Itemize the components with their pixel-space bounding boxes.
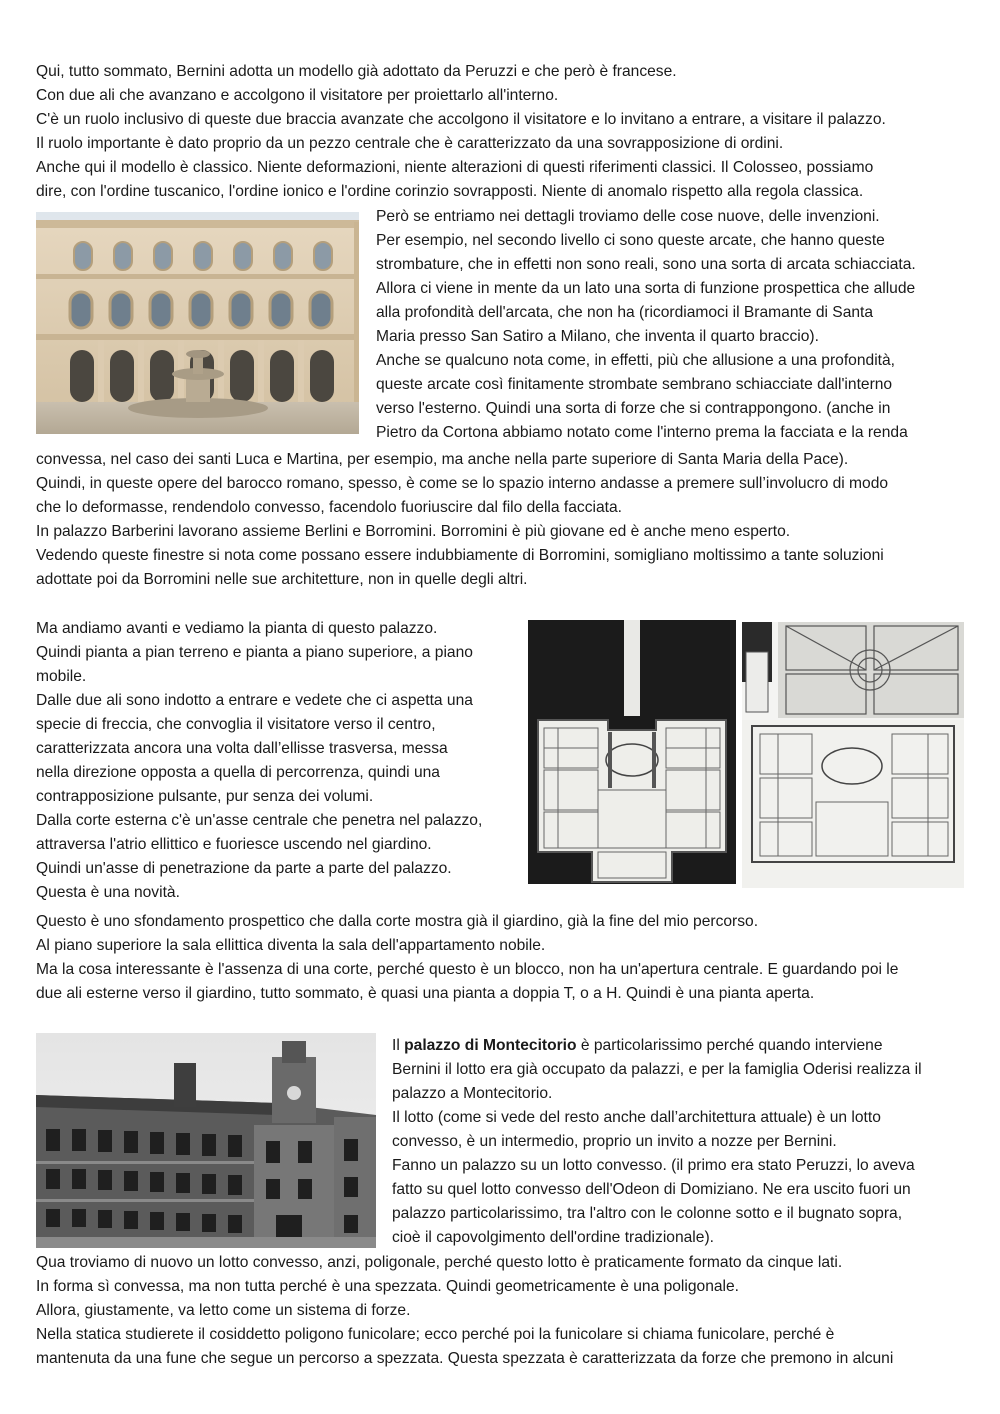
text-line: Qui, tutto sommato, Bernini adotta un modello già adottato da Peruzzi e che però è francese. [36,63,677,80]
text-line: Bernini il lotto era già occupato da palazzi, e per la famiglia Oderisi realizza il [392,1061,922,1078]
text-line: verso l'esterno. Quindi una sorta di forze che si contrappongono. (anche in [376,400,891,417]
text-line: Dalle due ali sono indotto a entrare e vedete che ci aspetta una [36,692,473,709]
text-line: Maria presso San Satiro a Milano, che inventa il quarto braccio). [376,328,819,345]
text-line: Anche se qualcuno nota come, in effetti, più che allusione a una profondità, [376,352,895,369]
text-line: cioè il capovolgimento dell'ordine tradizionale). [392,1229,714,1246]
text-line: Il lotto (come si vede del resto anche dall’architettura attuale) è un lotto [392,1109,881,1126]
text-line: Allora ci viene in mente da un lato una sorta di funzione prospettica che allude [376,280,916,297]
text-line: Al piano superiore la sala ellittica diventa la sala dell'appartamento nobile. [36,937,546,954]
text-line: strombature, che in effetti non sono reali, sono una sorta di arcata schiacciata. [376,256,916,273]
text-line: due ali esterne verso il giardino, tutto sommato, è quasi una pianta a doppia T, o a H. Quindi è una pianta aperta. [36,985,815,1002]
text-line: Con due ali che avanzano e accolgono il visitatore per proiettarlo all'interno. [36,87,559,104]
text-run: Il [392,1037,405,1054]
text-line: Però se entriamo nei dettagli troviamo delle cose nuove, delle invenzioni. [376,208,880,225]
text-line: alla profondità dell'arcata, che non ha (ricordiamoci il Bramante di Santa [376,304,874,321]
text-line: mobile. [36,668,87,685]
text-line: Pietro da Cortona abbiamo notato come l'interno prema la facciata e la renda [376,424,908,441]
text-line: In forma sì convessa, ma non tutta perché è una spezzata. Quindi geometricamente è una poligonale. [36,1278,740,1295]
text-line: Quindi pianta a pian terreno e pianta a piano superiore, a piano [36,644,473,661]
text-line: Il ruolo importante è dato proprio da un pezzo centrale che è caratterizzato da una sovrapposizione di ordini. [36,135,784,152]
text-line: convessa, nel caso dei santi Luca e Martina, per esempio, ma anche nella parte superiore di Santa Maria della Pace). [36,451,849,468]
text-line: adottate poi da Borromini nelle sue architetture, non in quelle degli altri. [36,571,528,588]
text-line: Fanno un palazzo su un lotto convesso. (il primo era stato Peruzzi, lo aveva [392,1157,915,1174]
text-line: palazzo a Montecitorio. [392,1085,553,1102]
text-line: Vedendo queste finestre si nota come possano essere indubbiamente di Borromini, somigliano moltissimo a tante soluzioni [36,547,884,564]
text-run: è particolarissimo perché quando interviene [576,1037,883,1054]
text-line: contrapposizione pulsante, pur senza dei volumi. [36,788,374,805]
text-line: Quindi un'asse di penetrazione da parte a parte del palazzo. [36,860,452,877]
text-line: Anche qui il modello è classico. Niente deformazioni, niente alterazioni di questi riferimenti classici. Il Colosseo, possiamo [36,159,874,176]
text-line: convesso, è un intermedio, proprio un invito a nozze per Bernini. [392,1133,837,1150]
text-line: Quindi, in queste opere del barocco romano, spesso, è come se lo spazio interno andasse a premere sull’involucro di modo [36,475,889,492]
text-line: Ma andiamo avanti e vediamo la pianta di questo palazzo. [36,620,438,637]
palazzo-montecitorio-photo [36,1033,376,1248]
text-line: nella direzione opposta a quella di percorrenza, quindi una [36,764,440,781]
palazzo-barberini-photo [36,212,359,434]
palazzo-title-bold: palazzo di Montecitorio [404,1037,577,1054]
text-line: fatto su quel lotto convesso dell'Odeon di Domiziano. Ne era uscito fuori un [392,1181,911,1198]
text-line: Allora, giustamente, va letto come un sistema di forze. [36,1302,411,1319]
text-line: attraversa l'atrio ellittico e fuoriesce uscendo nel giardino. [36,836,432,853]
text-line: Ma la cosa interessante è l'assenza di una corte, perché questo è un blocco, non ha un'apertura centrale. E guardando poi le [36,961,899,978]
text-line: mantenuta da una fune che segue un percorso a spezzata. Questa spezzata è caratterizzata da forze che premono in alcuni [36,1350,894,1367]
text-line: In palazzo Barberini lavorano assieme Berlini e Borromini. Borromini è più giovane ed è anche meno esperto. [36,523,791,540]
upper-floor-plan-image [742,622,964,888]
text-line: Questa è una novità. [36,884,180,901]
text-line: che lo deformasse, rendendolo convesso, facendolo fuoriuscire dal filo della facciata. [36,499,622,516]
text-line: Per esempio, nel secondo livello ci sono queste arcate, che hanno queste [376,232,885,249]
text-line: caratterizzata ancora una volta dall’ellisse trasversa, messa [36,740,448,757]
text-line: Nella statica studierete il cosiddetto poligono funicolare; ecco perché poi la funicolare si chiama funicolare, perché è [36,1326,835,1343]
text-line: dire, con l'ordine tuscanico, l'ordine ionico e l'ordine corinzio sovrapposti. Niente di anomalo rispetto alla regola classica. [36,183,864,200]
text-line: palazzo particolarissimo, tra l'altro con le colonne sotto e il bugnato sopra, [392,1205,903,1222]
text-line: queste arcate così finitamente strombate sembrano schiacciate dall'interno [376,376,893,393]
text-line: Qua troviamo di nuovo un lotto convesso, anzi, poligonale, perché questo lotto è praticamente formato da cinque lati. [36,1254,843,1271]
ground-floor-plan-image [528,620,736,884]
text-line: Dalla corte esterna c'è un'asse centrale che penetra nel palazzo, [36,812,483,829]
text-line: Questo è uno sfondamento prospettico che dalla corte mostra già il giardino, già la fine del mio percorso. [36,913,759,930]
text-line: C'è un ruolo inclusivo di queste due braccia avanzate che accolgono il visitatore e lo invitano a entrare, a visitare il palazzo. [36,111,886,128]
text-line [392,1034,883,1058]
text-line: specie di freccia, che convoglia il visitatore verso il centro, [36,716,436,733]
